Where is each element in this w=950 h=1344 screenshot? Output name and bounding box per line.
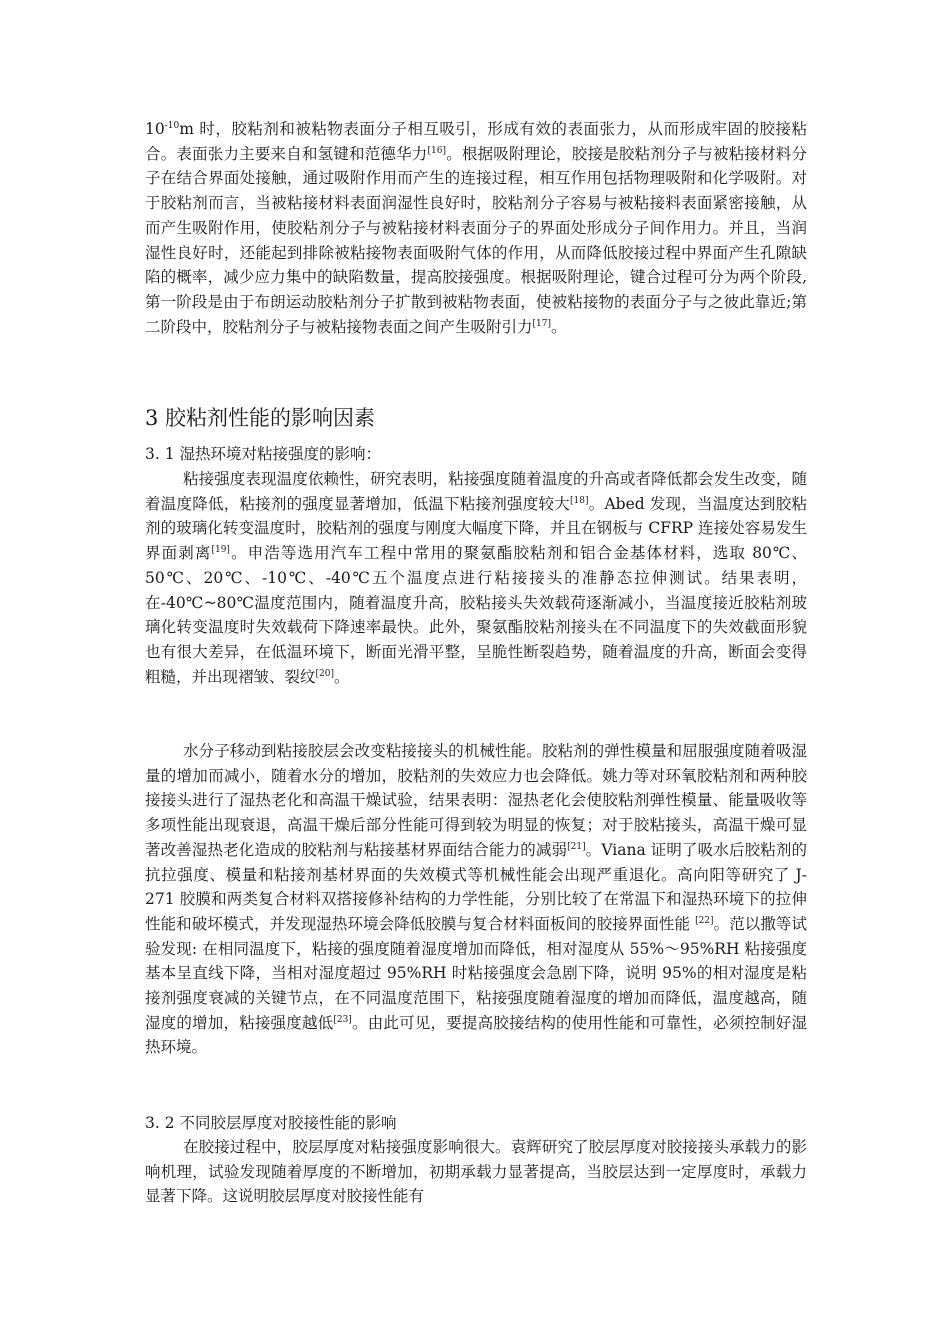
text-run: 。 — [334, 667, 350, 686]
text-run: 。Abed 发现，当温度达到胶粘剂的玻璃化转变温度时，胶粘剂的强度与刚度大幅度下降，并且在钢板与 CFRP 连接处容易发生界面剥离 — [145, 494, 807, 563]
section-heading: 3 胶粘剂性能的影响因素 — [145, 406, 376, 430]
citation-mark: [21] — [567, 841, 586, 852]
citation-mark: [17] — [532, 318, 551, 329]
citation-mark: [18] — [569, 495, 589, 506]
citation-mark: [23] — [333, 1014, 352, 1025]
paragraph-moisture-effect — [145, 739, 807, 1060]
text-run: 10 — [145, 120, 165, 138]
citation-mark: [19] — [211, 544, 230, 555]
text-run: 在胶接过程中，胶层厚度对粘接强度影响很大。袁辉研究了胶层厚度对胶接接头承载力的影响机理，试验发现随着厚度的不断增加，初期承载力显著提高，当胶层达到一定厚度时，承载力显著下降。这说明胶层厚度对胶接性能有 — [145, 1138, 807, 1206]
text-run: 水分子移动到粘接胶层会改变粘接接头的机械性能。胶粘剂的弹性模量和屈服强度随着吸湿量的增加而减小，随着水分的增加，胶粘剂的失效应力也会降低。姚力等对环氧胶粘剂和两种胶接接头进行了湿热老化和高温干燥试验，结果表明：湿热老化会使胶粘剂弹性模量、能量吸收等多项性能出现衰退，高温干燥后部分性能可得到较为明显的恢复；对于胶粘接头，高温干燥可显著改善湿热老化造成的胶粘剂与粘接基材界面结合能力的减弱 — [145, 742, 807, 859]
subsection-heading-layer-thickness: 3. 2 不同胶层厚度对胶接性能的影响 — [145, 1114, 397, 1132]
text-run: 。由此可见，要提高胶接结构的使用性能和可靠性，必须控制好湿热环境。 — [145, 1013, 807, 1057]
text-run: 。范以撒等试验发现: 在相同温度下，粘接的强度随着湿度增加而降低，相对湿度从 55%～95%RH 粘接强度基本呈直线下降，当相对湿度超过 95%RH 时粘接强度会急剧下降，说明 95%的相对湿度是粘接剂强度衰减的关键节点，在不同温度范围下，粘接强度随着湿度的增加而降低，温度越高，随湿度的增加，粘接强度越低 — [145, 914, 807, 1032]
text-run: 。申浩等选用汽车工程中常用的聚氨酯胶粘剂和铝合金基体材料，选取 80℃、50℃、20℃、-10℃、-40℃五个温度点进行粘接接头的准静态拉伸测试。结果表明，在-40℃~80℃温度范围内，随着温度升高，胶粘接头失效载荷逐渐减小，当温度接近胶粘剂玻璃化转变温度时失效载荷下降速率最快。此外，聚氨酯胶粘剂接头在不同温度下的失效截面形貌也有很大差异，在低温环境下，断面光滑平整，呈脆性断裂趋势，随着温度的升高，断面会变得粗糙，并出现褶皱、裂纹 — [145, 544, 807, 686]
text-run: 。Viana 证明了吸水后胶粘剂的抗拉强度、模量和粘接剂基材界面的失效模式等机械性能会出现严重退化。高向阳等研究了 J-271 胶膜和两类复合材料双搭接修补结构的力学性能，分别比较了在常温下和湿热环境下的拉伸性能和破坏模式，并发现湿热环境会降低胶膜与复合材料面板间的胶接界面性能 — [145, 840, 807, 933]
text-run: 。 — [551, 317, 567, 336]
text-run: 。根据吸附理论，胶接是胶粘剂分子与被粘接材料分子在结合界面处接触，通过吸附作用而产生的连接过程，相互作用包括物理吸附和化学吸附。对于胶粘剂而言，当被粘接材料表面润湿性良好时，胶粘剂分子容易与被粘接料表面紧密接触，从而产生吸附作用，使胶粘剂分子与被粘接材料表面分子的界面处形成分子间作用力。并且，当润湿性良好时，还能起到排除被粘接物表面吸附气体的作用，从而降低胶接过程中界面产生孔隙缺陷的概率，减少应力集中的缺陷数量，提高胶接强度。根据吸附理论，键合过程可分为两个阶段,第一阶段是由于布朗运动胶粘剂分子扩散到被粘物表面，使被粘接物的表面分子与之彼此靠近;第二阶段中，胶粘剂分子与被粘接物表面之间产生吸附引力 — [145, 144, 807, 336]
text-run: m 时，胶粘剂和被粘物表面分子相互吸引，形成有效的表面张力，从而形成牢固的胶接粘合。表面张力主要来自和氢键和范德华力 — [145, 120, 807, 163]
citation-mark: [20] — [315, 668, 334, 679]
citation-mark: [22] — [695, 915, 714, 926]
citation-mark: [16] — [427, 145, 446, 156]
paragraph-temperature-dependence — [145, 467, 807, 689]
paragraph-layer-thickness — [145, 1135, 807, 1209]
citation-mark: -10 — [164, 120, 180, 131]
paragraph-adsorption-theory — [145, 117, 807, 339]
subsection-heading-humid-heat: 3. 1 湿热环境对粘接强度的影响： — [145, 445, 382, 463]
text-run: 粘接强度表现温度依赖性，研究表明，粘接强度随着温度的升高或者降低都会发生改变，随着温度降低，粘接剂的强度显著增加，低温下粘接剂强度较大 — [145, 470, 807, 513]
